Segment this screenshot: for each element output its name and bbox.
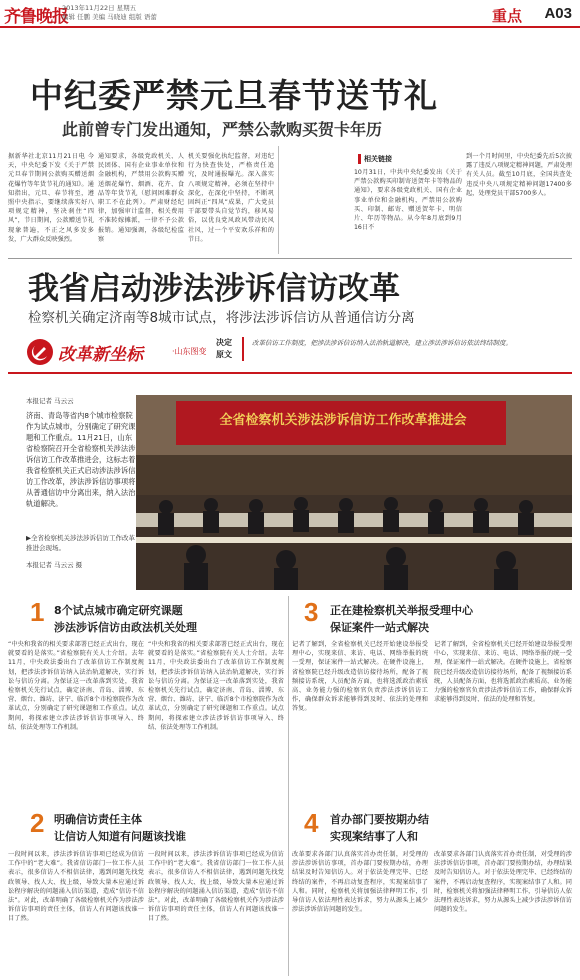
section-4-title-line2: 实现案结事了人和 (330, 830, 418, 843)
section-3-number: 3 (304, 597, 319, 627)
reform-banner (22, 336, 222, 370)
section-3-title-line1: 正在建检察机关举报受理中心 (330, 604, 473, 617)
story-divider (8, 258, 572, 259)
story2-lead: 济南、青岛等省内8个城市检察院作为试点城市，分别确定了研究课题和工作重点。11月21日，山东省检察院召开全省检察机关涉法涉诉信访工作改革推进会，这标志着我省检察机关正式启动涉法涉诉信访工作改革，涉法涉诉信访事项将从普通信访中分离出来，纳入法治轨道解决。 (26, 411, 136, 508)
section-3-body-col2: 记者了解到，全省检察机关已经开始建设举报受理中心，实现来信、来访、电话、网络举报的统一受理，保证案件一站式解决。在硬件设施上，省检察院已经升级改造信访接待场所，配备了视频接访系统，人员配备方面，也将选派政治素质高、业务能力强的检察官负责涉法涉诉信访工作，确保群众诉求能够得到及时、依法的处理和答复。 (434, 641, 572, 704)
party-emblem-icon (26, 338, 54, 366)
decision-label (216, 337, 244, 361)
section-2-number: 2 (30, 808, 45, 838)
story1-column-2: 通知要求，各级党政机关、人民团体、国有企业事业单位和金融机构，严禁用公款购买赠送烟花爆竹、烟酒、花卉、食品等年货节礼（慰问困难群众职工不在此列）。严肃财经纪律，加强审计监督，相关费用不准转嫁摊派，一律不予公款报销。通知强调，各级纪检监察 (98, 153, 184, 243)
section-4-body-col2: 改革要求各部门认真落实首办责任制，对受理的涉法涉诉信访事项，首办部门要按期办结，办理结果及时告知信访人。对于依法处理完毕、已经终结的案件，不再启动复查程序，实现案结事了人和。同时，检察机关将加强法律释明工作，引导信访人依法理性表达诉求，努力从源头上减少涉法涉诉信访问题的发生。 (434, 851, 572, 914)
story2-headline: 我省启动涉法涉诉信访改革 (28, 271, 400, 307)
section-1-body-col1: “中央和我省的相关要求部署已经正式出台，现在就要看的是落实。”省检察院有关人士介绍。去年11月，中央政法委出台了改革信访工作制度规划，把涉法涉诉信访纳入法治轨道解决，实行诉讼与信访分离。为保证这一改革落到实处，我省检察机关先行试点，确定济南、青岛、淄博、东营、烟台、潍坊、济宁、临沂8个市检察院作为改革试点，分别确定了研究课题和工作重点。试点期间，将探索建立涉法涉诉信访事项导入、终结、依法处理等工作机制。 (8, 641, 144, 731)
section-2-title-line1: 明确信访责任主体 (54, 813, 142, 826)
story1-column-3: 机关要强化执纪监督，对违纪行为快查快处，严格责任追究，及时通报曝光。深入落实八项规定精神，必须在坚持中深化，在深化中坚持，不断巩固纠正“四风”成果，广大党员干部要带头自觉节约，移风易俗，以优良党风政风带动民风社风，过一个平安欢乐祥和的节日。 (188, 153, 274, 243)
section-2-title-line2: 让信访人知道有问题该找谁 (54, 830, 186, 843)
reform-subtitle: ·山东图变 (172, 347, 207, 356)
reporter-byline: 本报记者 马云云 (26, 397, 74, 405)
story1-headline: 中纪委严禁元旦春节送节礼 (30, 76, 438, 115)
section-1-title-line1: 8个试点城市确定研究课题 (54, 604, 183, 617)
page-number: A03 (544, 5, 572, 22)
section-1-number: 1 (30, 597, 45, 627)
masthead (0, 0, 580, 28)
section-1-title-line2: 涉法涉诉信访由政法机关处理 (54, 621, 197, 634)
related-link-title: 相关链接 (358, 154, 392, 164)
section-4-number: 4 (304, 808, 319, 838)
photo-banner-text: 全省检察机关涉法涉诉信访工作改革推进会 (219, 413, 467, 428)
reform-title: 改革新坐标 (58, 345, 143, 365)
story1-column-1: 据新华社北京11月21日电 今天，中央纪委下发《关于严禁元旦春节期间公款购买赠送烟花爆竹等年货节礼的通知》。通知指出，元旦、春节将至，遵照中央指示，要继续落实好八项规定精神，坚决刹住“四风”，节日期间，公款赠送节礼现象普遍，不正之风多发多发，广大群众反映强烈。 (8, 153, 94, 243)
edition-staff: 编辑 任鹏 美编 马晓迪 组版 语蕾 (62, 13, 157, 21)
decision-text: 改革信访工作制度，把涉法涉诉信访纳入法治轨道解决，建立涉法涉诉信访依法终结制度。 (252, 339, 512, 347)
section-2-body-col1: 一段时间以来，涉法涉诉信访事项已经成为信访工作中的“老大难”。我省信访部门一位工作人员表示，很多信访人不相信法律，遇到问题先找党政领导、找人大、找上级，导致大量本应通过诉讼程序解决的问题涌入信访渠道，造成“信访不信法”。对此，改革明确了各级检察机关作为涉法涉诉信访事项的责任主体，信访人有问题该找谁一目了然。 (8, 851, 144, 923)
story1-column-4: 10月31日，中共中央纪委发出《关于严禁公款购买印制寄送贺年卡等物品的通知》，要求各级党政机关、国有企业事业单位和金融机构，严禁用公款购买、印制、邮寄、赠送贺年卡、明信片、年历等物品。从今年8月底到9月16日不 (354, 169, 462, 232)
section-3-body-col1: 记者了解到，全省检察机关已经开始建设举报受理中心，实现来信、来访、电话、网络举报的统一受理，保证案件一站式解决。在硬件设施上，省检察院已经升级改造信访接待场所，配备了视频接访系统，人员配备方面，也将选派政治素质高、业务能力强的检察官负责涉法涉诉信访工作，确保群众诉求能够得到及时、依法的处理和答复。 (292, 641, 428, 713)
decision-label-line2: 原文 (216, 350, 232, 359)
conference-photo (136, 395, 572, 590)
story2-subhead: 检察机关确定济南等8城市试点，将涉法涉诉信访从普通信访分离 (28, 310, 415, 326)
edition-date: 2013年11月22日 星期五 (62, 4, 137, 12)
photo-caption: ▶全省检察机关涉法涉诉信访工作改革推进会现场。 (26, 534, 135, 552)
story1-subhead: 此前曾专门发出通知，严禁公款购买贺卡年历 (62, 120, 383, 139)
column-divider (278, 146, 279, 254)
section-label: 重点 (491, 7, 522, 25)
section-2-body-col2: 一段时间以来，涉法涉诉信访事项已经成为信访工作中的“老大难”。我省信访部门一位工作人员表示，很多信访人不相信法律，遇到问题先找党政领导、找人大、找上级，导致大量本应通过诉讼程序解决的问题涌入信访渠道，造成“信访不信法”。对此，改革明确了各级检察机关作为涉法涉诉信访事项的责任主体，信访人有问题该找谁一目了然。 (148, 851, 284, 923)
decision-label-line1: 决定 (216, 338, 232, 347)
edition-meta (62, 4, 157, 22)
section-1-body-col2: “中央和我省的相关要求部署已经正式出台，现在就要看的是落实。”省检察院有关人士介绍。去年11月，中央政法委出台了改革信访工作制度规划，把涉法涉诉信访纳入法治轨道解决，实行诉讼与信访分离。为保证这一改革落到实处，我省检察机关先行试点，确定济南、青岛、淄博、东营、烟台、潍坊、济宁、临沂8个市检察院作为改革试点，分别确定了研究课题和工作重点。试点期间，将探索建立涉法涉诉信访事项导入、终结、依法处理等工作机制。 (148, 641, 284, 731)
section-4-body-col1: 改革要求各部门认真落实首办责任制，对受理的涉法涉诉信访事项，首办部门要按期办结，办理结果及时告知信访人。对于依法处理完毕、已经终结的案件，不再启动复查程序，实现案结事了人和。同时，检察机关将加强法律释明工作，引导信访人依法理性表达诉求，努力从源头上减少涉法涉诉信访问题的发生。 (292, 851, 428, 914)
section-3-title-line2: 保证案件一站式解决 (330, 621, 429, 634)
photo-credit: 本报记者 马云云 摄 (26, 561, 83, 569)
column-divider-bottom (288, 596, 289, 976)
story1-column-5: 到一个月时间里，中央纪委先后5次披露了违反八项规定精神问题，严肃处理有关人员。截至10月底，全国共查处违反中央八项规定精神问题17400多起，处理党员干部5700多人。 (466, 153, 572, 197)
red-rule (8, 372, 572, 374)
section-4-title-line1: 首办部门要按期办结 (330, 813, 429, 826)
newspaper-logo: 齐鲁晚报 (4, 7, 68, 27)
